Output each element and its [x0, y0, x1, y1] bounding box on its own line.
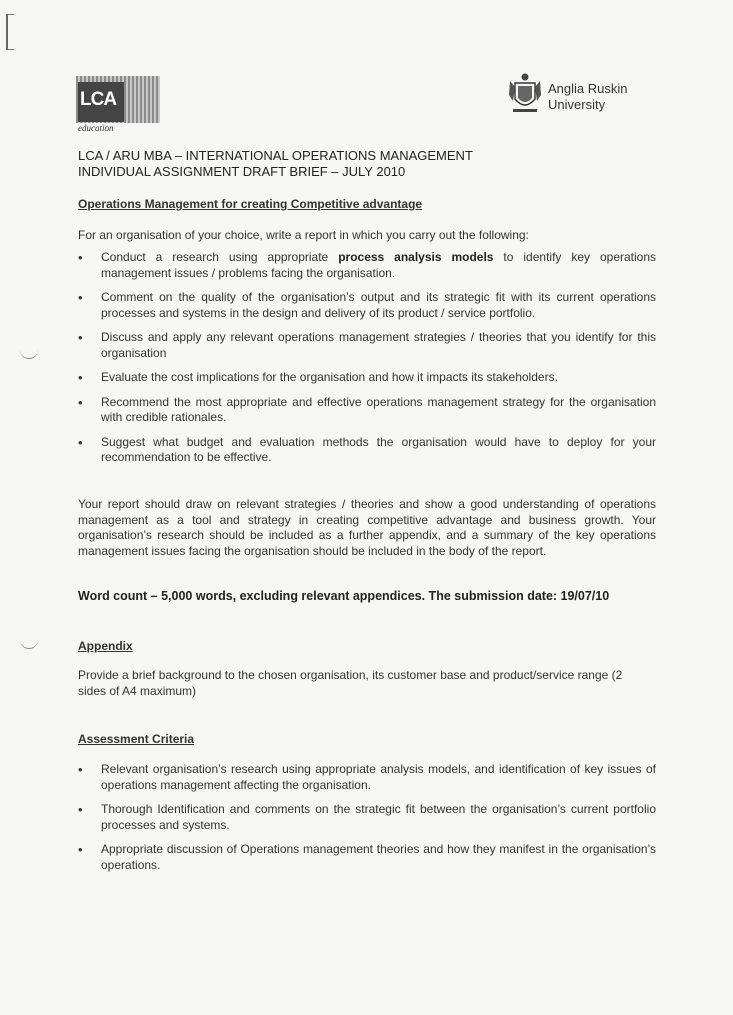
- list-item: • Relevant organisation’s research using appropriate analysis models, and identification of key issues of operations management affecting the organisation.: [78, 762, 656, 793]
- title-line: LCA / ARU MBA – INTERNATIONAL OPERATIONS MANAGEMENT: [78, 148, 473, 163]
- scan-bracket-mark: [6, 14, 14, 50]
- list-item-text: Conduct a research using appropriate: [101, 250, 339, 264]
- punch-hole-mark: [20, 638, 38, 649]
- title-line: INDIVIDUAL ASSIGNMENT DRAFT BRIEF – JULY 2010: [78, 164, 406, 179]
- lca-logo: [76, 76, 160, 134]
- lca-logo-subtext: education: [78, 123, 114, 133]
- list-item: • Evaluate the cost implications for the organisation and how it impacts its stakeholders.: [78, 370, 656, 386]
- appendix-heading: Appendix: [78, 639, 133, 653]
- list-item: • Discuss and apply any relevant operations management strategies / theories that you identify for this organisation: [78, 330, 656, 361]
- word-count-note: Word count – 5,000 words, excluding relevant appendices. The submission date: 19/07/10: [78, 589, 610, 603]
- aru-name-line: Anglia Ruskin: [548, 81, 628, 96]
- list-item: • Suggest what budget and evaluation methods the organisation would have to deploy for your recommendation to be effective.: [78, 435, 656, 466]
- list-item: • Recommend the most appropriate and effective operations management strategy for the organisation with credible rationales.: [78, 395, 656, 426]
- section-heading: Operations Management for creating Competitive advantage: [78, 197, 423, 211]
- assessment-heading: Assessment Criteria: [78, 732, 195, 746]
- aru-name: [548, 81, 658, 113]
- intro-paragraph: For an organisation of your choice, write a report in which you carry out the following:: [78, 228, 529, 242]
- list-item: • Comment on the quality of the organisation’s output and its strategic fit with its current operations processes and systems in the design and delivery of its product / service portfolio.: [78, 290, 656, 321]
- aru-name-line: University: [548, 97, 606, 112]
- summary-paragraph: Your report should draw on relevant strategies / theories and show a good understanding of operations management as a tool and strategy in creating competitive advantage and business growth. Your organisation’s research should be included as a further appendix, and a summary of the key operations management issues facing the organisation should be included in the body of the report.: [78, 497, 656, 558]
- aru-crest-icon: [507, 71, 543, 115]
- list-item: [78, 250, 656, 281]
- appendix-paragraph: Provide a brief background to the chosen organisation, its customer base and product/service range (2 sides of A4 maximum): [78, 668, 623, 698]
- requirements-list: [78, 250, 656, 475]
- document-title: [78, 148, 678, 180]
- assessment-list: [78, 762, 656, 882]
- list-item-text: to identify key operations management issues / problems facing the organisation.: [101, 250, 657, 280]
- list-item: • Appropriate discussion of Operations management theories and how they manifest in the organisation’s operations.: [78, 842, 656, 873]
- emphasis-text: process analysis models: [338, 250, 494, 264]
- lca-logo-text: LCA: [80, 89, 117, 110]
- list-item: • Thorough Identification and comments on the strategic fit between the organisation’s current portfolio processes and systems.: [78, 802, 656, 833]
- punch-hole-mark: [20, 348, 38, 359]
